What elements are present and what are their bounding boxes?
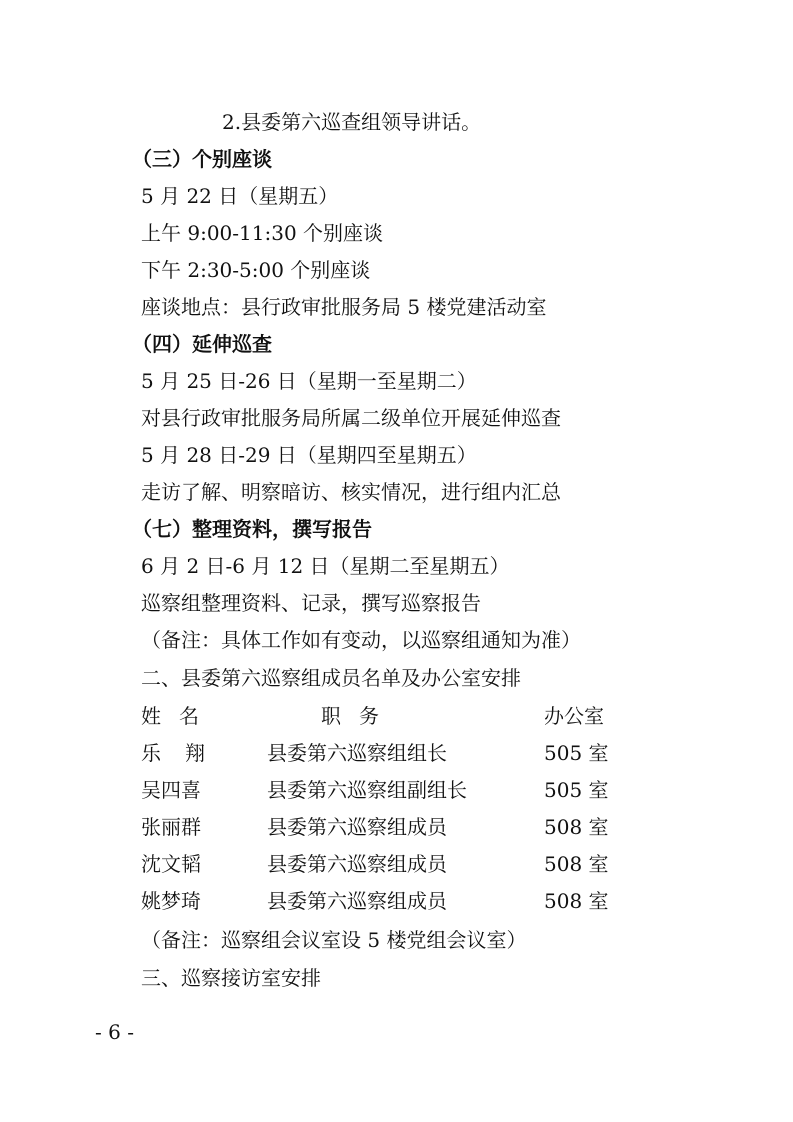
- extended-inspection-desc: 对县行政审批服务局所属二级单位开展延伸巡查: [141, 406, 561, 430]
- talk-location: 座谈地点：县行政审批服务局 5 楼党建活动室: [141, 295, 547, 319]
- afternoon-schedule: 下午 2:30-5:00 个别座谈: [141, 258, 371, 282]
- date-june-2-12: 6 月 2 日-6 月 12 日（星期二至星期五）: [141, 554, 510, 578]
- table-row: [141, 815, 611, 839]
- date-may-25-26: 5 月 25 日-26 日（星期一至星期二）: [141, 369, 477, 393]
- meeting-room-note: （备注：巡察组会议室设 5 楼党组会议室）: [141, 928, 527, 952]
- morning-schedule: 上午 9:00-11:30 个别座谈: [141, 221, 384, 245]
- heading-individual-talks: （三）个别座谈: [132, 147, 272, 171]
- header-title: 职务: [321, 704, 397, 728]
- section-two-title: 二、县委第六巡察组成员名单及办公室安排: [141, 666, 521, 690]
- report-desc: 巡察组整理资料、记录，撰写巡察报告: [141, 591, 481, 615]
- note-changes: （备注：具体工作如有变动，以巡察组通知为准）: [141, 628, 581, 652]
- page-number: - 6 -: [95, 1020, 134, 1044]
- speech-item: 2.县委第六巡查组领导讲话。: [222, 110, 482, 134]
- table-row: [141, 778, 611, 802]
- member-room: 508 室: [544, 889, 609, 913]
- member-room: 508 室: [544, 852, 609, 876]
- table-row: [141, 889, 611, 913]
- section-three-title: 三、巡察接访室安排: [141, 966, 321, 990]
- member-name: 乐翔: [141, 741, 229, 765]
- member-room: 505 室: [544, 778, 609, 802]
- date-may-22: 5 月 22 日（星期五）: [141, 184, 339, 208]
- member-name: 姚梦琦: [141, 889, 201, 913]
- heading-extended-inspection: （四）延伸巡查: [132, 332, 272, 356]
- member-name: 张丽群: [141, 815, 201, 839]
- visit-desc: 走访了解、明察暗访、核实情况，进行组内汇总: [141, 480, 561, 504]
- member-room: 505 室: [544, 741, 609, 765]
- member-title: 县委第六巡察组成员: [267, 889, 447, 913]
- table-row: [141, 741, 611, 765]
- member-table-header: [141, 704, 611, 728]
- member-title: 县委第六巡察组副组长: [267, 778, 467, 802]
- member-title: 县委第六巡察组成员: [267, 852, 447, 876]
- member-title: 县委第六巡察组成员: [267, 815, 447, 839]
- table-row: [141, 852, 611, 876]
- date-may-28-29: 5 月 28 日-29 日（星期四至星期五）: [141, 443, 477, 467]
- header-room: 办公室: [544, 704, 604, 728]
- member-room: 508 室: [544, 815, 609, 839]
- member-name: 吴四喜: [141, 778, 201, 802]
- heading-report: （七）整理资料，撰写报告: [132, 517, 372, 541]
- member-name: 沈文韬: [141, 852, 201, 876]
- header-name: 姓名: [141, 704, 217, 728]
- member-title: 县委第六巡察组组长: [267, 741, 447, 765]
